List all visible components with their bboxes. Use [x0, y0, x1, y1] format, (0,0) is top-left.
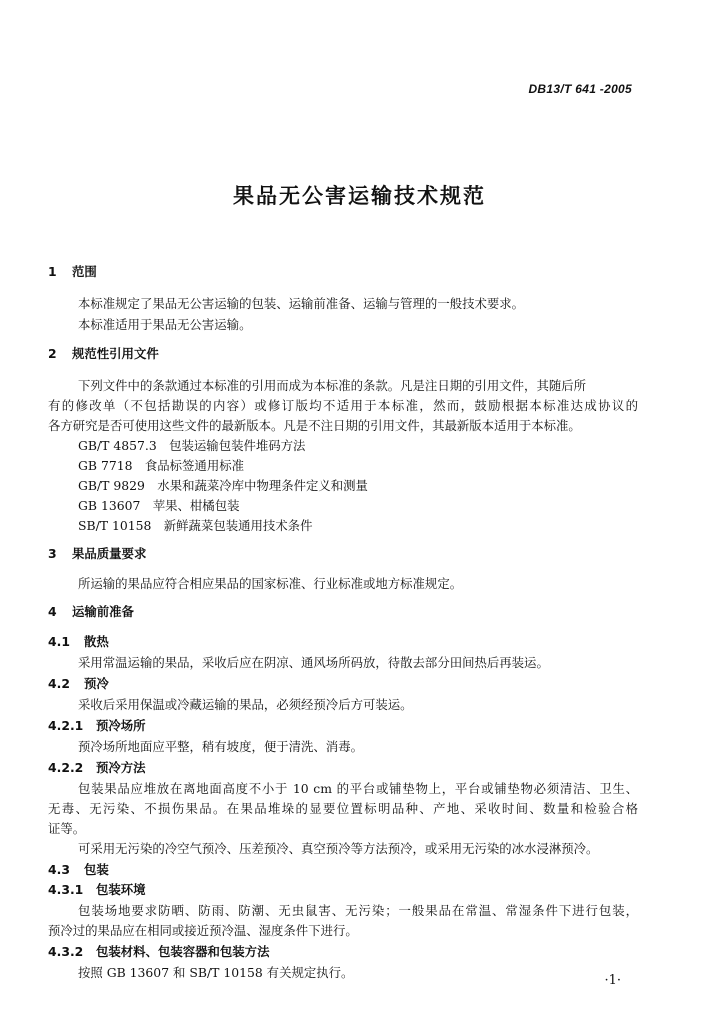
- section-title: 预冷方法: [96, 760, 146, 775]
- subsection-4-2-heading: [48, 676, 638, 692]
- paragraph: 本标准适用于果品无公害运输。: [78, 317, 252, 332]
- section-title: 规范性引用文件: [72, 346, 159, 361]
- paragraph-line: 包装场地要求防晒、防雨、防潮、无虫鼠害、无污染；一般果品在常温、常湿条件下进行包装，: [78, 903, 638, 918]
- section-number: 4.2: [48, 676, 70, 691]
- reference-item: GB 13607 苹果、柑橘包装: [78, 498, 240, 513]
- section-number: 4.2.1: [48, 718, 84, 733]
- section-number: 4.3.2: [48, 944, 84, 959]
- section-title: 预冷场所: [96, 718, 146, 733]
- section-number: 4.3.1: [48, 882, 84, 897]
- paragraph: 可采用无污染的冷空气预冷、压差预冷、真空预冷等方法预冷，或采用无污染的冰水浸淋预冷。: [78, 841, 599, 856]
- paragraph-line: 包装果品应堆放在离地面高度不小于 10 cm 的平台或铺垫物上，平台或铺垫物必须清洁、卫生、: [78, 781, 638, 796]
- paragraph-line: 各方研究是否可使用这些文件的最新版本。凡是不注日期的引用文件，其最新版本适用于本标准。: [48, 418, 581, 433]
- section-number: 4.3: [48, 862, 70, 877]
- paragraph: 采用常温运输的果品，采收后应在阴凉、通风场所码放，待散去部分田间热后再装运。: [78, 655, 549, 670]
- section-number: 4: [48, 604, 57, 619]
- section-title: 运输前准备: [72, 604, 134, 619]
- paragraph: 所运输的果品应符合相应果品的国家标准、行业标准或地方标准规定。: [78, 576, 463, 591]
- section-number: 1: [48, 264, 57, 279]
- section-number: 4.1: [48, 634, 70, 649]
- subsection-4-3-1-heading: [48, 882, 638, 898]
- reference-item: GB/T 9829 水果和蔬菜冷库中物理条件定义和测量: [78, 478, 368, 493]
- section-3-heading: [48, 546, 638, 562]
- subsection-4-1-heading: [48, 634, 638, 650]
- reference-item: GB/T 4857.3 包装运输包装件堆码方法: [78, 438, 306, 453]
- section-title: 包装环境: [96, 882, 146, 897]
- paragraph: 按照 GB 13607 和 SB/T 10158 有关规定执行。: [78, 965, 354, 980]
- section-number: 2: [48, 346, 57, 361]
- section-title: 果品质量要求: [72, 546, 147, 561]
- paragraph-line: 证等。: [48, 821, 86, 836]
- section-title: 范围: [72, 264, 97, 279]
- paragraph-line: 预冷过的果品应在相同或接近预冷温、湿度条件下进行。: [48, 923, 358, 938]
- section-1-heading: [48, 264, 638, 280]
- subsection-4-3-heading: [48, 862, 638, 878]
- section-number: 4.2.2: [48, 760, 84, 775]
- subsection-4-2-1-heading: [48, 718, 638, 734]
- section-title: 散热: [84, 634, 109, 649]
- section-4-heading: [48, 604, 638, 620]
- document-title: 果品无公害运输技术规范: [233, 184, 486, 208]
- section-number: 3: [48, 546, 57, 561]
- page-number: ·1·: [604, 973, 621, 988]
- paragraph-line: 无毒、无污染、不损伤果品。在果品堆垛的显要位置标明品种、产地、采收时间、数量和检验合格: [48, 801, 638, 816]
- section-title: 包装材料、包装容器和包装方法: [96, 944, 270, 959]
- paragraph-line: 下列文件中的条款通过本标准的引用而成为本标准的条款。凡是注日期的引用文件，其随后所: [78, 378, 587, 393]
- paragraph: 采收后采用保温或冷藏运输的果品，必须经预冷后方可装运。: [78, 697, 413, 712]
- paragraph-line: 有的修改单（不包括勘误的内容）或修订版均不适用于本标准，然而，鼓励根据本标准达成协议的: [48, 398, 638, 413]
- section-2-heading: [48, 346, 638, 362]
- reference-item: GB 7718 食品标签通用标准: [78, 458, 244, 473]
- subsection-4-3-2-heading: [48, 944, 638, 960]
- subsection-4-2-2-heading: [48, 760, 638, 776]
- section-title: 包装: [84, 862, 109, 877]
- standard-code: DB13/T 641 -2005: [528, 82, 632, 96]
- section-title: 预冷: [84, 676, 109, 691]
- reference-item: SB/T 10158 新鲜蔬菜包装通用技术条件: [78, 518, 313, 533]
- paragraph: 本标准规定了果品无公害运输的包装、运输前准备、运输与管理的一般技术要求。: [78, 296, 525, 311]
- paragraph: 预冷场所地面应平整，稍有坡度，便于清洗、消毒。: [78, 739, 363, 754]
